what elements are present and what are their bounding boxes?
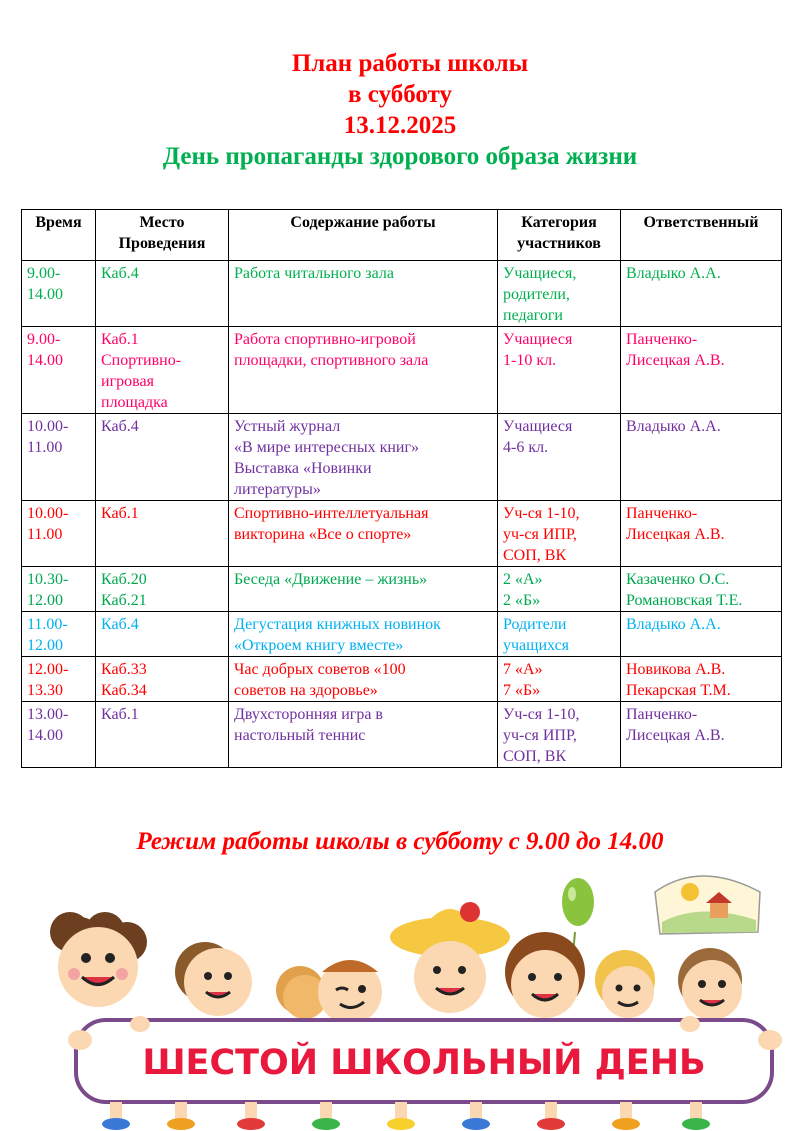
cell-text: Спортивно- [101, 352, 182, 369]
table-cell [96, 567, 229, 612]
table-row [22, 414, 782, 501]
cell-text: 9.00- [27, 331, 61, 348]
table-cell [229, 657, 498, 702]
cell-text: площадка [101, 394, 168, 411]
table-header-row [22, 210, 782, 261]
table-cell [22, 501, 96, 567]
cell-text: Каб.33 [101, 661, 147, 678]
table-row [22, 567, 782, 612]
table-body [22, 261, 782, 768]
cell-text: родители, [503, 286, 570, 303]
cell-text: «В мире интересных книг» [234, 439, 420, 456]
cell-text: Владыко А.А. [626, 616, 721, 633]
table-cell [229, 567, 498, 612]
table-cell [96, 612, 229, 657]
kids-banner-illustration [0, 862, 800, 1131]
title-date: 13.12.2025 [343, 112, 457, 139]
cell-text: Каб.34 [101, 682, 147, 699]
table-cell [229, 414, 498, 501]
table-cell [96, 501, 229, 567]
cell-text: Учащиеся [503, 331, 573, 348]
cell-text: Владыко А.А. [626, 418, 721, 435]
cell-text: Каб.1 [101, 505, 139, 522]
cell-text: уч-ся ИПР, [503, 727, 577, 744]
cell-text: Новикова А.В. [626, 661, 726, 678]
table-cell [229, 702, 498, 768]
subtitle: День пропаганды здорового образа жизни [162, 143, 638, 170]
cell-text: Панченко- [626, 505, 698, 522]
cell-text: Каб.1 [101, 706, 139, 723]
cell-text: Каб.4 [101, 418, 139, 435]
table-cell [96, 261, 229, 327]
cell-text: 14.00 [27, 727, 63, 744]
cell-text: 7 «А» [503, 661, 543, 678]
table-cell [498, 567, 621, 612]
cell-text: Панченко- [626, 331, 698, 348]
cell-text: 2 «А» [503, 571, 543, 588]
cell-text: 12.00- [27, 661, 69, 678]
cell-text: Спортивно-интеллетуальная [234, 505, 429, 522]
table-cell [22, 567, 96, 612]
cell-text: Дегустация книжных новинок [234, 616, 441, 633]
cell-text: СОП, ВК [503, 748, 567, 765]
cell-text: литературы» [234, 481, 321, 498]
cell-text: советов на здоровье» [234, 682, 378, 699]
table-row [22, 612, 782, 657]
cell-text: Пекарская Т.М. [626, 682, 731, 699]
kid-face-icon [678, 948, 742, 1020]
cell-text: Казаченко О.С. [626, 571, 730, 588]
cell-text: СОП, ВК [503, 547, 567, 564]
cell-text: Устный журнал [234, 418, 341, 435]
cell-text: 14.00 [27, 286, 63, 303]
cell-text: Лисецкая А.В. [626, 526, 725, 543]
cell-text: Выставка «Новинки [234, 460, 372, 477]
cell-text: Лисецкая А.В. [626, 727, 725, 744]
cell-text: Каб.4 [101, 616, 139, 633]
cell-text: викторина «Все о спорте» [234, 526, 412, 543]
table-cell [621, 702, 782, 768]
cell-text: уч-ся ИПР, [503, 526, 577, 543]
table-cell [621, 414, 782, 501]
table-row [22, 702, 782, 768]
column-header [498, 210, 621, 261]
table-cell [22, 657, 96, 702]
cell-text: Час добрых советов «100 [234, 661, 406, 678]
banner-title: ШЕСТОЙ ШКОЛЬНЫЙ ДЕНЬ [142, 1043, 706, 1083]
cell-text: Двухсторонняя игра в [234, 706, 383, 723]
cell-text: Родители [503, 616, 567, 633]
table-cell [498, 261, 621, 327]
table-cell [229, 261, 498, 327]
table-cell [621, 327, 782, 414]
table-cell [498, 612, 621, 657]
kid-face-icon [175, 942, 252, 1016]
kid-face-icon [595, 950, 655, 1018]
cell-text: 7 «Б» [503, 682, 541, 699]
cell-text: Уч-ся 1-10, [503, 706, 580, 723]
cell-text: Каб.21 [101, 592, 147, 609]
table-cell [621, 261, 782, 327]
cell-text: 2 «Б» [503, 592, 541, 609]
kid-face-icon [276, 960, 382, 1024]
schedule-table [21, 209, 782, 768]
table-cell [22, 327, 96, 414]
kids-group [50, 902, 742, 1024]
table-cell [96, 327, 229, 414]
cell-text: игровая [101, 373, 154, 390]
column-header [96, 210, 229, 261]
kid-face-icon [50, 912, 147, 1007]
cell-text: учащихся [503, 637, 570, 654]
cell-text: Владыко А.А. [626, 265, 721, 282]
column-header-line: Время [35, 214, 82, 231]
column-header-line: Категория [521, 214, 597, 231]
table-cell [22, 414, 96, 501]
cell-text: 1-10 кл. [503, 352, 557, 369]
cell-text: Учащиеся [503, 418, 573, 435]
cell-text: 12.00 [27, 637, 63, 654]
table-cell [621, 612, 782, 657]
table-row [22, 501, 782, 567]
cell-text: 11.00 [27, 526, 63, 543]
cell-text: «Откроем книгу вместе» [234, 637, 404, 654]
table-cell [96, 657, 229, 702]
sign-board [76, 1020, 772, 1102]
schedule-note: Режим работы школы в субботу с 9.00 до 14.00 [136, 828, 664, 855]
table-row [22, 261, 782, 327]
title-line-1: План работы школы [291, 50, 529, 77]
cell-text: 10.00- [27, 418, 69, 435]
table-cell [229, 612, 498, 657]
cell-text: 13.00- [27, 706, 69, 723]
table-cell [96, 414, 229, 501]
table-cell [621, 567, 782, 612]
cell-text: 10.00- [27, 505, 69, 522]
table-cell [498, 657, 621, 702]
table-cell [229, 501, 498, 567]
cell-text: 11.00 [27, 439, 63, 456]
cell-text: Работа спортивно-игровой [234, 331, 416, 348]
cell-text: Работа читального зала [234, 265, 394, 282]
header [0, 48, 800, 172]
table-cell [22, 612, 96, 657]
table-cell [621, 501, 782, 567]
cell-text: 4-6 кл. [503, 439, 549, 456]
cell-text: 11.00- [27, 616, 68, 633]
kids-feet [102, 1102, 710, 1130]
cell-text: Лисецкая А.В. [626, 352, 725, 369]
cell-text: 12.00 [27, 592, 63, 609]
column-header [621, 210, 782, 261]
column-header-line: Проведения [118, 235, 206, 252]
cell-text: Каб.4 [101, 265, 139, 282]
kid-face-icon [390, 902, 510, 1013]
cell-text: Романовская Т.Е. [626, 592, 743, 609]
column-header [22, 210, 96, 261]
column-header-line: Содержание работы [290, 214, 436, 231]
table-cell [96, 702, 229, 768]
column-header-line: участников [517, 235, 601, 252]
title-line-2: в субботу [348, 81, 452, 108]
picture-frame-icon [655, 876, 760, 934]
cell-text: 10.30- [27, 571, 69, 588]
column-header-line: Ответственный [643, 214, 759, 231]
cell-text: Панченко- [626, 706, 698, 723]
cell-text: Беседа «Движение – жизнь» [234, 571, 428, 588]
table-cell [621, 657, 782, 702]
cell-text: Каб.1 [101, 331, 139, 348]
cell-text: площадки, спортивного зала [234, 352, 429, 369]
cell-text: 9.00- [27, 265, 61, 282]
table-cell [22, 702, 96, 768]
column-header-line: Место [139, 214, 185, 231]
cell-text: педагоги [503, 307, 563, 324]
table-cell [498, 327, 621, 414]
cell-text: Учащиеся, [503, 265, 577, 282]
cell-text: 14.00 [27, 352, 63, 369]
kid-face-icon [505, 932, 585, 1018]
table-cell [498, 702, 621, 768]
table-cell [229, 327, 498, 414]
table-cell [498, 501, 621, 567]
cell-text: настольный теннис [234, 727, 366, 744]
table-row [22, 657, 782, 702]
cell-text: Каб.20 [101, 571, 147, 588]
column-header [229, 210, 498, 261]
cell-text: Уч-ся 1-10, [503, 505, 580, 522]
cell-text: 13.30 [27, 682, 63, 699]
table-cell [498, 414, 621, 501]
table-row [22, 327, 782, 414]
table-cell [22, 261, 96, 327]
